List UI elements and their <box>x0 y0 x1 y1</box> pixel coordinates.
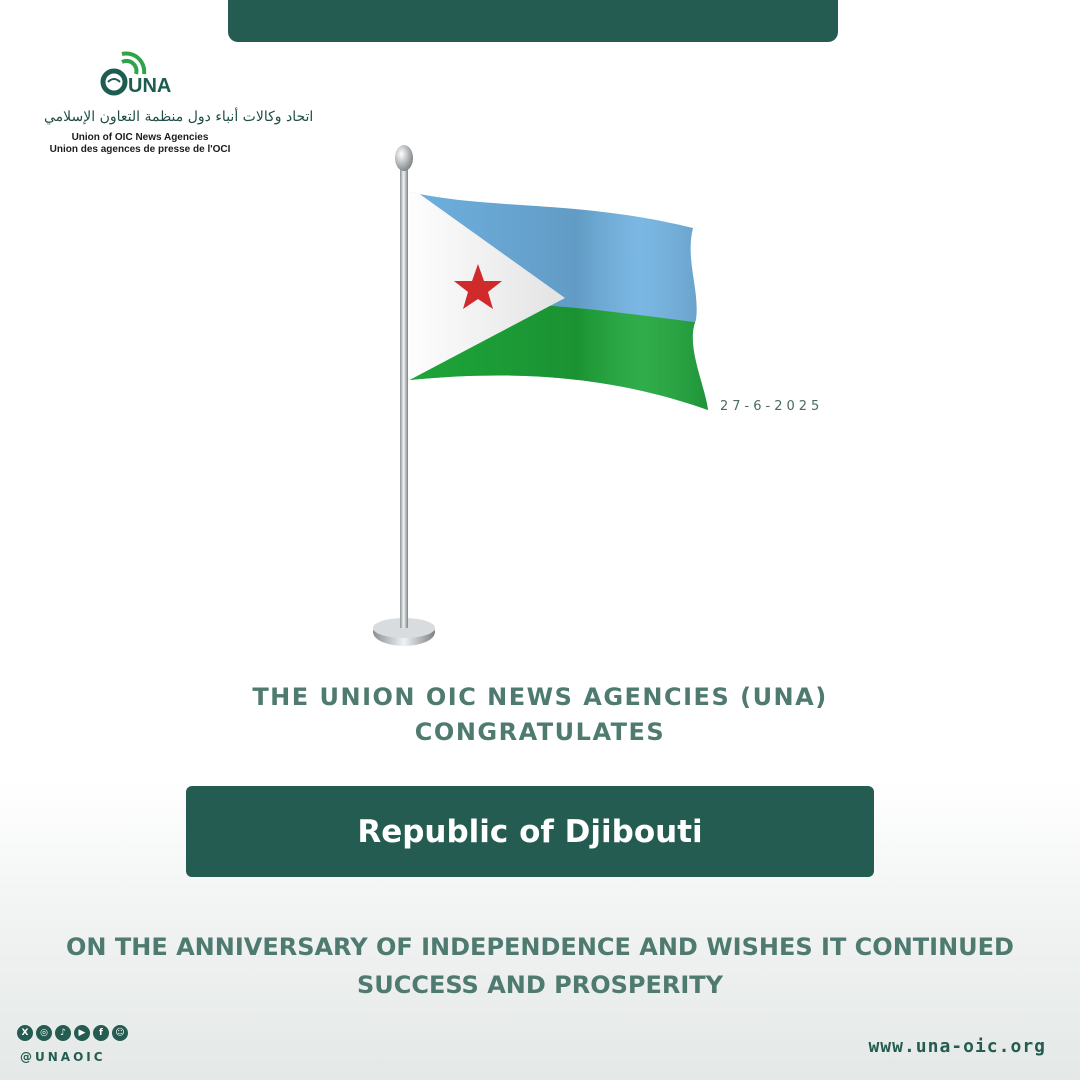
logo-arabic-name: اتحاد وكالات أنباء دول منظمة التعاون الإسلامي <box>44 109 314 125</box>
website-link[interactable]: www.una-oic.org <box>868 1036 1046 1057</box>
snapchat-icon[interactable]: ☺ <box>112 1025 128 1041</box>
djibouti-flag-illustration <box>360 140 740 660</box>
date-label: 27-6-2025 <box>720 399 824 414</box>
flag-pole <box>400 164 408 628</box>
message-line-2: SUCCESS AND PROSPERITY <box>356 971 724 999</box>
instagram-icon[interactable]: ◎ <box>36 1025 52 1041</box>
anniversary-message <box>20 928 1060 1004</box>
x-icon[interactable]: X <box>17 1025 33 1041</box>
social-icons <box>17 1025 128 1041</box>
country-name: Republic of Djibouti <box>357 813 703 850</box>
congratulations-headline <box>140 680 940 750</box>
social-handle: @UNAOIC <box>20 1050 106 1064</box>
una-logo <box>40 44 314 164</box>
facebook-icon[interactable]: f <box>93 1025 109 1041</box>
tiktok-icon[interactable]: ♪ <box>55 1025 71 1041</box>
pole-finial <box>395 145 413 171</box>
country-banner <box>186 786 874 877</box>
headline-line-2: CONGRATULATES <box>414 718 666 746</box>
youtube-icon[interactable]: ▶ <box>74 1025 90 1041</box>
una-logo-mark <box>100 44 190 100</box>
svg-text:UNA: UNA <box>128 75 172 97</box>
logo-french-name: Union des agences de presse de l'OCI <box>49 144 231 155</box>
headline-line-1: THE UNION OIC NEWS AGENCIES (UNA) <box>252 683 828 711</box>
message-line-1: ON THE ANNIVERSARY OF INDEPENDENCE AND WISHES IT CONTINUED <box>66 933 1014 961</box>
top-banner <box>228 0 838 42</box>
logo-english-name: Union of OIC News Agencies <box>71 132 209 143</box>
